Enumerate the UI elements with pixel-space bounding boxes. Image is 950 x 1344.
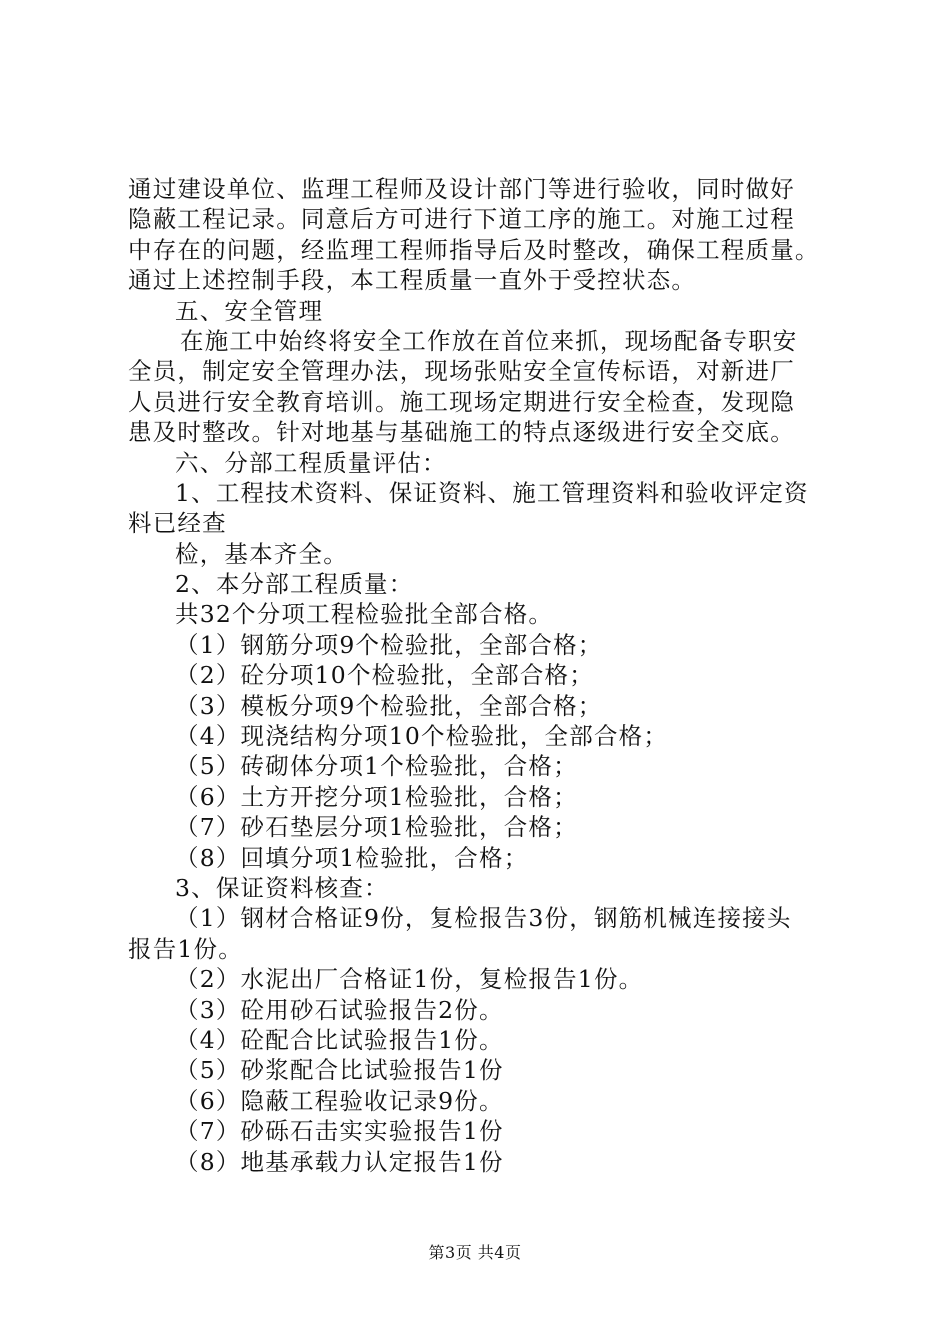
body-line: 人员进行安全教育培训。施工现场定期进行安全检查，发现隐 <box>128 387 795 416</box>
list-item: （2）水泥出厂合格证1份，复检报告1份。 <box>175 965 644 994</box>
list-item: （5）砖砌体分项1个检验批，合格； <box>175 752 578 781</box>
page-number-footer: 第3页 共4页 <box>428 1243 522 1262</box>
list-item: （1）钢材合格证9份，复检报告3份，钢筋机械连接接头 <box>175 904 792 933</box>
list-item: （6）隐蔽工程验收记录9份。 <box>175 1086 504 1115</box>
subsection-heading: 3、保证资料核查： <box>175 873 389 902</box>
body-line: 通过上述控制手段，本工程质量一直外于受控状态。 <box>128 266 697 295</box>
body-line: 全员，制定安全管理办法，现场张贴安全宣传标语，对新进厂 <box>128 357 795 386</box>
list-item: （6）土方开挖分项1检验批，合格； <box>175 782 578 811</box>
list-item: （7）砂石垫层分项1检验批，合格； <box>175 813 578 842</box>
list-item: （8）回填分项1检验批，合格； <box>175 843 529 872</box>
list-item: （2）砼分项10个检验批，全部合格； <box>175 661 594 690</box>
body-line: 通过建设单位、监理工程师及设计部门等进行验收，同时做好 <box>128 175 795 203</box>
body-line: 在施工中始终将安全工作放在首位来抓，现场配备专职安 <box>180 326 798 355</box>
list-item: （3）砼用砂石试验报告2份。 <box>175 995 504 1024</box>
section-heading-safety: 五、安全管理 <box>175 296 324 325</box>
subsection-heading: 2、本分部工程质量： <box>175 570 414 599</box>
list-item: （5）砂浆配合比试验报告1份 <box>175 1056 504 1085</box>
body-line: 患及时整改。针对地基与基础施工的特点逐级进行安全交底。 <box>128 418 795 447</box>
document-body <box>128 174 858 1177</box>
body-line: 料已经查 <box>128 509 227 538</box>
body-line: 1、工程技术资料、保证资料、施工管理资料和验收评定资 <box>175 478 809 507</box>
body-line: 检，基本齐全。 <box>175 539 348 568</box>
list-item: （8）地基承载力认定报告1份 <box>175 1147 504 1176</box>
list-item: （4）现浇结构分项10个检验批，全部合格； <box>175 722 669 751</box>
list-item: （4）砼配合比试验报告1份。 <box>175 1025 504 1054</box>
body-line: 共32个分项工程检验批全部合格。 <box>175 600 554 629</box>
body-line: 隐蔽工程记录。同意后方可进行下道工序的施工。对施工过程 <box>128 205 795 234</box>
section-heading-quality-assessment: 六、分部工程质量评估： <box>175 448 447 477</box>
list-item: （3）模板分项9个检验批，全部合格； <box>175 691 603 720</box>
body-line: 报告1份。 <box>128 934 243 963</box>
list-item: （7）砂砾石击实实验报告1份 <box>175 1117 504 1146</box>
body-line: 中存在的问题，经监理工程师指导后及时整改，确保工程质量。 <box>128 235 820 264</box>
list-item: （1）钢筋分项9个检验批，全部合格； <box>175 630 603 659</box>
